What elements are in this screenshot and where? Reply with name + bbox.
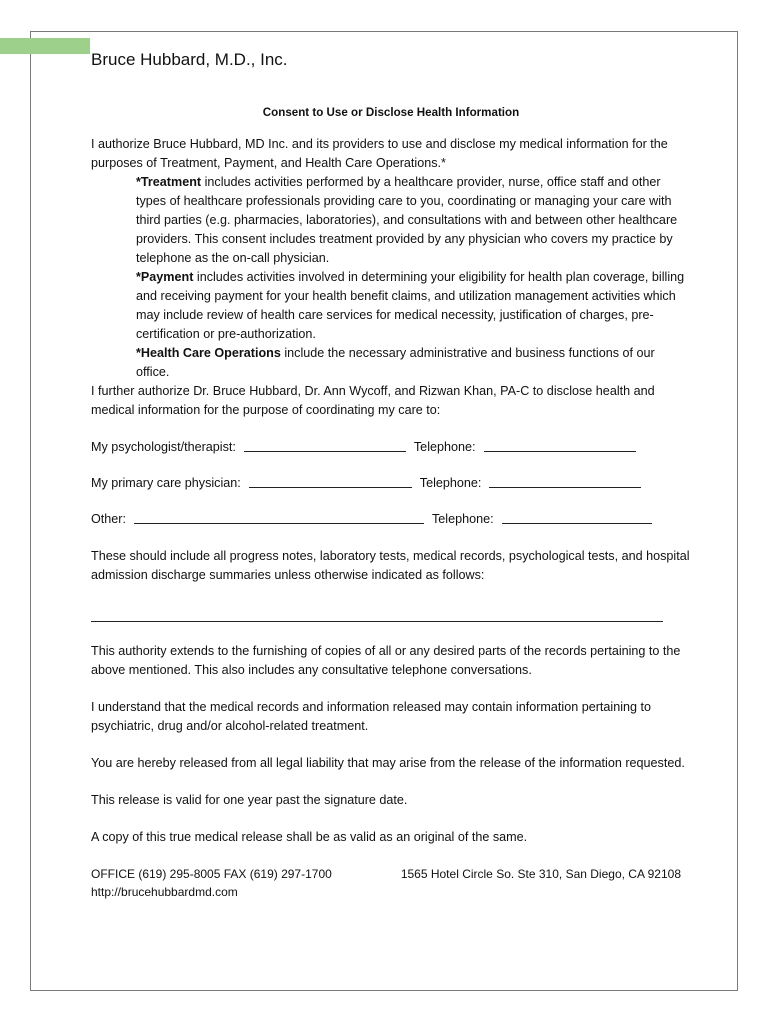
definition-term: *Health Care Operations bbox=[136, 346, 281, 360]
definition-text: includes activities performed by a healthcare provider, nurse, office staff and other types of healthcare professionals providing care to you, coordinating or managing your care with third parties (e.g. pharmacies, laboratories), and consultations with and between other healthcare providers. This consent includes treatment provided by any physician who covers my practice by telephone as the on-call physician. bbox=[136, 175, 678, 265]
authority-paragraph: This authority extends to the furnishing of copies of all or any desired parts of the records pertaining to the above mentioned. This also includes any consultative telephone conversations. bbox=[91, 644, 681, 677]
intro-paragraph: I authorize Bruce Hubbard, MD Inc. and its providers to use and disclose my medical information for the purposes of Treatment, Payment, and Health Care Operations.* bbox=[91, 137, 668, 170]
definition-term: *Payment bbox=[136, 270, 194, 284]
exceptions-field[interactable] bbox=[91, 607, 663, 622]
field-label: My primary care physician: bbox=[91, 476, 241, 490]
field-label: My psychologist/therapist: bbox=[91, 440, 236, 454]
definition-text: includes activities involved in determining your eligibility for health plan coverage, billing and receiving payment for your health benefit claims, and utilization management activities which may include review of health care services for medical necessity, justification of charges, pre-certification or pre-authorization. bbox=[136, 270, 685, 341]
other-name-field[interactable] bbox=[134, 510, 424, 524]
primary-care-telephone-field[interactable] bbox=[489, 474, 641, 488]
primary-care-name-field[interactable] bbox=[249, 474, 412, 488]
definition-treatment bbox=[91, 173, 691, 268]
definition-payment bbox=[91, 268, 691, 344]
telephone-label: Telephone: bbox=[413, 440, 476, 454]
validity-paragraph: This release is valid for one year past the signature date. bbox=[91, 793, 408, 807]
field-label: Other: bbox=[91, 512, 126, 526]
field-row-psychologist bbox=[91, 438, 691, 457]
records-include-paragraph: These should include all progress notes, laboratory tests, medical records, psychological tests, and hospital admission discharge summaries unless otherwise indicated as follows: bbox=[91, 549, 690, 582]
psychologist-telephone-field[interactable] bbox=[484, 438, 636, 452]
copy-paragraph: A copy of this true medical release shall be as valid as an original of the same. bbox=[91, 830, 528, 844]
accent-tab bbox=[0, 38, 90, 54]
telephone-label: Telephone: bbox=[419, 476, 482, 490]
field-row-other bbox=[91, 510, 691, 529]
field-row-primary-care bbox=[91, 474, 691, 493]
footer-address: 1565 Hotel Circle So. Ste 310, San Diego, CA 92108 bbox=[400, 867, 681, 881]
definition-operations bbox=[91, 344, 691, 382]
further-authorization: I further authorize Dr. Bruce Hubbard, Dr. Ann Wycoff, and Rizwan Khan, PA-C to disclose health and medical information for the purpose of coordinating my care to: bbox=[91, 384, 655, 417]
company-name: Bruce Hubbard, M.D., Inc. bbox=[91, 50, 288, 69]
footer-phones: OFFICE (619) 295-8005 FAX (619) 297-1700 bbox=[91, 867, 332, 881]
telephone-label: Telephone: bbox=[432, 512, 494, 526]
definition-text: include the necessary administrative and business functions of our office. bbox=[136, 346, 655, 379]
footer-website[interactable]: http://brucehubbardmd.com bbox=[91, 885, 238, 899]
psychologist-name-field[interactable] bbox=[244, 438, 406, 452]
document-body bbox=[91, 48, 691, 901]
document-title: Consent to Use or Disclose Health Information bbox=[262, 106, 520, 119]
understanding-paragraph: I understand that the medical records and information released may contain information pertaining to psychiatric, drug and/or alcohol-related treatment. bbox=[91, 700, 652, 733]
definition-term: *Treatment bbox=[136, 175, 202, 189]
other-telephone-field[interactable] bbox=[502, 510, 652, 524]
footer bbox=[91, 865, 691, 901]
liability-paragraph: You are hereby released from all legal liability that may arise from the release of the information requested. bbox=[91, 756, 685, 770]
